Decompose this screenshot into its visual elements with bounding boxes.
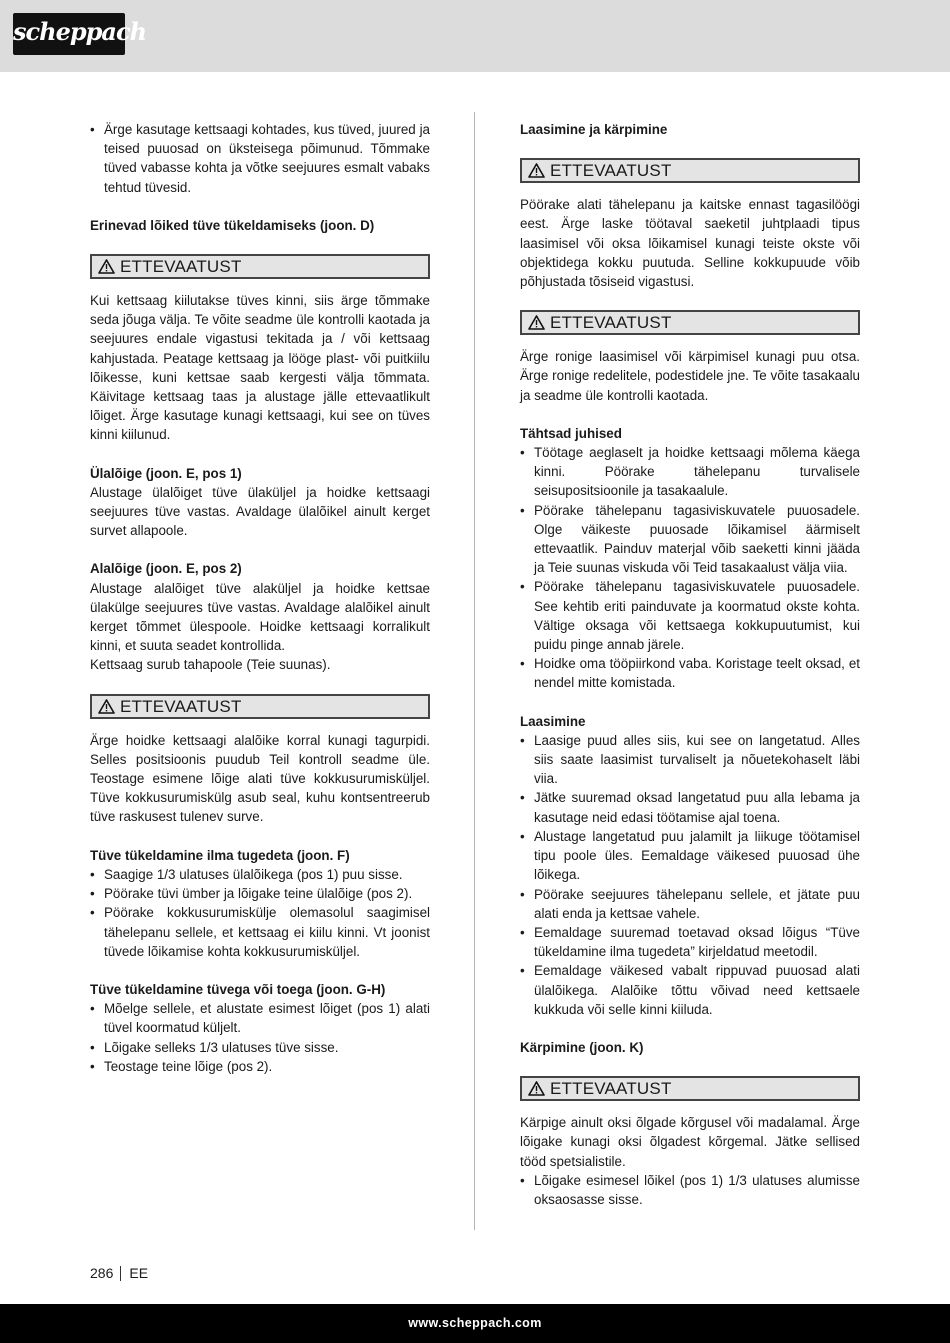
list-item: • Ärge kasutage kettsaagi kohtades, kus tüved, juured ja teised puuosad on üksteisega põimunud. Tõmmake tüved vabasse kohta ja võtke seejuures esmalt vabaks tehtud tüvesid. <box>90 120 430 197</box>
section-heading: Alalõige (joon. E, pos 2) <box>90 561 242 577</box>
warning-label: ETTEVAATUST <box>550 161 672 181</box>
warning-box <box>520 158 860 183</box>
list-item: • Pöörake seejuures tähelepanu sellele, et jätate puu alati enda ja kettsae vahele. <box>520 885 860 923</box>
list-item: • Pöörake tähelepanu tagasiviskuvatele puuosadele. See kehtib eriti painduvate ja koormatud okste kohta. Vältige oksaga või kettsaega kokkupuutumist, kui puidu pinge annab järele. <box>520 577 860 654</box>
list-item: • Eemaldage suuremad toetavad oksad lõigus “Tüve tükeldamine ilma tugedeta” kirjeldatud meetodil. <box>520 923 860 961</box>
paragraph: Kärpige ainult oksi õlgade kõrgusel või madalamal. Ärge lõigake kunagi oksi õlgadest kõrgemal. Jätke sellised tööd spetsialistile. <box>520 1115 860 1169</box>
list-item: • Lõigake esimesel lõikel (pos 1) 1/3 ulatuses alumisse oksaosasse sisse. <box>520 1171 860 1209</box>
intro-bullets <box>90 120 430 197</box>
paragraph: Ärge ronige laasimisel või kärpimisel kunagi puu otsa. Ärge ronige redelitele, podestidele jne. Te võite tasakaalu ja seadme üle kontrolli kaotada. <box>520 349 860 403</box>
paragraph: Alustage alalõiget tüve alaküljel ja hoidke kettsae ülakülge seejuures tüve vastas. Avaldage alalõikel ainult kerget tõmmet ülespoole. Hoidke kettsaagi korralikult kinni, et suuta seadet kontrollida. <box>90 580 430 654</box>
warning-box <box>520 1076 860 1101</box>
warning-label: ETTEVAATUST <box>550 1079 672 1099</box>
logo-text: scheppach <box>13 17 147 46</box>
warning-triangle-icon <box>528 1081 545 1096</box>
warning-label: ETTEVAATUST <box>120 696 242 716</box>
warning-box <box>90 254 430 279</box>
bullet-list <box>520 1171 860 1209</box>
list-item: • Pöörake tähelepanu tagasiviskuvatele puuosadele. Olge väikeste puuosade lõikamisel äärmiselt ettevaatlik. Painduv materjal võib saeketti kinni jääda ja Teie suunas viskuda või Teid tasakaalust välja viia. <box>520 501 860 578</box>
bullet-list <box>520 443 860 693</box>
bullet-list <box>520 731 860 1019</box>
list-item: • Pöörake tüvi ümber ja lõigake teine ülalõige (pos 2). <box>90 884 430 903</box>
footer-separator <box>120 1266 121 1281</box>
list-item: • Lõigake selleks 1/3 ulatuses tüve sisse. <box>90 1038 430 1057</box>
page-number: 286 <box>90 1265 114 1281</box>
footer-bar <box>0 1304 950 1343</box>
warning-box <box>520 310 860 335</box>
list-item: • Töötage aeglaselt ja hoidke kettsaagi mõlema käega kinni. Pöörake tähelepanu turvalisele seisupositsioonile ja tasakaalule. <box>520 443 860 501</box>
warning-box <box>90 694 430 719</box>
warning-label: ETTEVAATUST <box>120 256 242 276</box>
column-divider <box>474 112 475 1230</box>
language-code: EE <box>129 1265 149 1281</box>
website-link[interactable]: www.scheppach.com <box>408 1316 542 1330</box>
list-item: • Teostage teine lõige (pos 2). <box>90 1057 430 1076</box>
bullet-list <box>90 865 430 961</box>
right-column <box>520 120 860 1209</box>
section-heading: Kärpimine (joon. K) <box>520 1039 644 1055</box>
section-heading: Tüve tükeldamine tüvega või toega (joon. G-H) <box>90 981 386 997</box>
page-number-area <box>90 1265 148 1281</box>
list-item: • Alustage langetatud puu jalamilt ja liikuge töötamisel tipu poole üles. Eemaldage väikesed puuosad ühe lõikega. <box>520 827 860 885</box>
section-heading: Laasimine ja kärpimine <box>520 122 668 137</box>
list-item: • Pöörake kokkusurumiskülje olemasolul saagimisel tähelepanu sellele, et kettsaag ei kiilu kinni. Vt joonist tüvede lõikamise kohta kokkusurumisküljel. <box>90 903 430 961</box>
page-header <box>0 0 950 72</box>
list-item: • Laasige puud alles siis, kui see on langetatud. Alles siis saate laasimist turvaliselt ja nõuetekohaselt läbi viia. <box>520 731 860 789</box>
section-heading: Laasimine <box>520 713 586 729</box>
paragraph: Alustage ülalõiget tüve ülaküljel ja hoidke kettsaagi seejuures tüve vastas. Avaldage ülalõikel ainult kerget survet allapoole. <box>90 484 430 539</box>
section-heading: Tähtsad juhised <box>520 425 622 441</box>
warning-triangle-icon <box>528 315 545 330</box>
left-column <box>90 120 430 1076</box>
warning-label: ETTEVAATUST <box>550 313 672 333</box>
list-item: • Jätke suuremad oksad langetatud puu alla lebama ja kasutage neid edasi töötamise ajal toena. <box>520 788 860 826</box>
paragraph: Pöörake alati tähelepanu ja kaitske ennast tagasilöögi eest. Ärge laske töötaval saeketil juhtplaadi tipus laasimisel või oksa lõikamisel kunagi teiste okste või objektidega kokku puutuda. Selline kokkupuude võib põhjustada tõsiseid vigastusi. <box>520 197 860 290</box>
list-item: • Eemaldage väikesed vabalt rippuvad puuosad alati ülalõikega. Alalõike tõttu võivad need kettsaele kukkuda või selle kinni kiiluda. <box>520 961 860 1019</box>
paragraph: Kettsaag surub tahapoole (Teie suunas). <box>90 657 331 673</box>
warning-triangle-icon <box>528 163 545 178</box>
section-heading: Tüve tükeldamine ilma tugedeta (joon. F) <box>90 847 350 863</box>
scheppach-logo <box>13 13 147 55</box>
list-item: • Mõelge sellele, et alustate esimest lõiget (pos 1) alati tüvel koormatud küljelt. <box>90 999 430 1037</box>
list-item: • Hoidke oma tööpiirkond vaba. Koristage teelt oksad, et nendel mitte komistada. <box>520 654 860 692</box>
section-heading: Erinevad lõiked tüve tükeldamiseks (joon. D) <box>90 217 375 233</box>
list-item: • Saagige 1/3 ulatuses ülalõikega (pos 1) puu sisse. <box>90 865 430 884</box>
paragraph: Kui kettsaag kiilutakse tüves kinni, siis ärge tõmmake seda jõuga välja. Te võite seadme üle kontrolli kaotada ja seejuures endale vigastusi tekitada ja / või kettsaag kahjustada. Peatage kettsaag ja lööge plast- või puitkiilu lõikesse, kuni kettsae saab kergesti välja tõmmata. Käivitage kettsaag taas ja alustage jälle ettevaatlikult lõiget. Ärge kasutage kunagi kettsaagi, kui see on tüves kinni kiilunud. <box>90 293 430 443</box>
warning-triangle-icon <box>98 699 115 714</box>
bullet-list <box>90 999 430 1076</box>
paragraph: Ärge hoidke kettsaagi alalõike korral kunagi tagurpidi. Selles positsioonis puudub Teil kontroll seadme üle. Teostage esimene lõige alati tüve kokkusurumisküljel. Tüve kokkusurumiskülg asub seal, kuhu kontsentreerub tüve raskusest tulenev surve. <box>90 732 430 825</box>
section-heading: Ülalõige (joon. E, pos 1) <box>90 465 242 481</box>
warning-triangle-icon <box>98 259 115 274</box>
